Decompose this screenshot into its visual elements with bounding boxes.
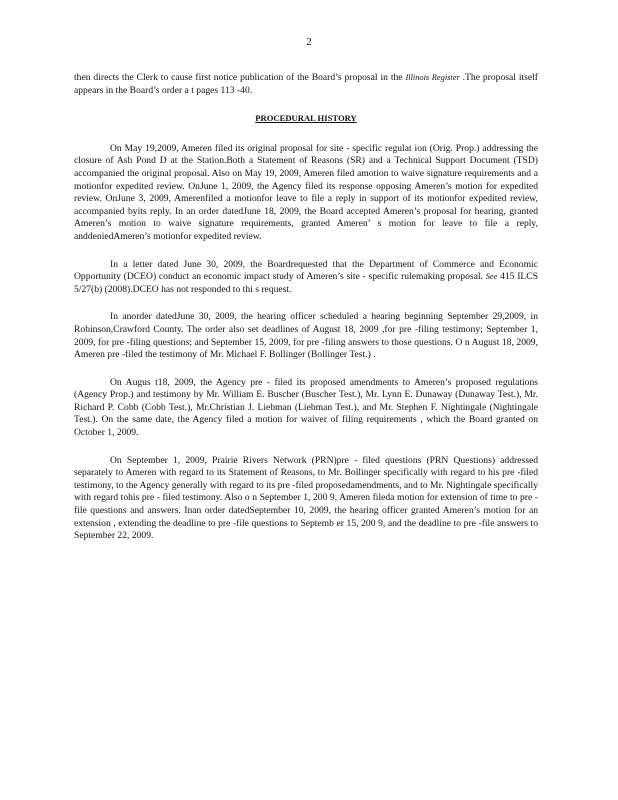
document-body [74, 72, 538, 558]
section-heading [74, 112, 538, 125]
section-heading-text: PROCEDURAL HISTORY [255, 113, 357, 124]
page-number: 2 [306, 36, 312, 48]
paragraph-agency-amendments: On Augus t18, 2009, the Agency pre - filed its proposed amendments to Ameren’s proposed regulations (Agency Prop.) and testimony by Mr. William E. Buscher (Buscher Test.), Mr. Lynn E. Dunaway (Dunaway Test.), Mr. Richard P. Cobb (Cobb Test.), Mr.Christian J. Liebman (Liebman Test.), and Mr. Stephen F. Nightingale (Nightingale Test.). On the same date, the Agency filed a motion for waiver of filing requirements , which the Board granted on October 1, 2009. [74, 376, 538, 439]
intro-text-1: then directs the Clerk to cause first notice publication of the Board’s proposal in the [74, 72, 406, 83]
intro-text-2: .The proposal itself appears in the Board’s order a t pages 113 -40. [74, 72, 538, 96]
paragraph-prn-questions: On September 1, 2009, Prairie Rivers Network (PRN)pre - filed questions (PRN Questions) addressed separately to Ameren with regard to its Statement of Reasons, to Mr. Bollinger specifically with regard to his pre -filed testimony, to the Agency generally with regard to its pre -filed proposedamendments, and to Mr. Nightingale specifically with regard tohis pre - filed testimony. Also o n September 1, 200 9, Ameren fileda motion for extension of time to pre - file questions and answers. Inan order datedSeptember 10, 2009, the hearing officer granted Ameren’s motion for an extension , extending the deadline to pre -file questions to Septemb er 15, 200 9, and the deadline to pre -file answers to September 22, 2009. [74, 454, 538, 542]
intro-paragraph [74, 72, 538, 97]
dceo-text-2: 415 ILCS 5/27(b) (2008).DCEO has not responded to thi s request. [74, 271, 538, 295]
citation-signal: See [485, 272, 498, 282]
paragraph-dceo-request [74, 259, 538, 297]
dceo-text-1: In a letter dated June 30, 2009, the Boardrequested that the Department of Commerce and Economic Opportunity (DCEO) conduct an economic impact study of Ameren’s site - specific rulemaking proposal. [74, 258, 538, 283]
paragraph-original-proposal: On May 19,2009, Ameren filed its original proposal for site - specific regulat ion (Orig. Prop.) addressing the closure of Ash Pond D at the Station.Both a Statement of Reasons (SR) and a Technical Support Document (TSD) accompanied the original proposal. Also on May 19, 2009, Ameren filed amotion to waive signature requirements and a motionfor expedited review. OnJune 1, 2009, the Agency filed its response opposing Ameren’s motion for expedited review. OnJune 3, 2009, Amerenfiled a motionfor leave to file a reply in support of its motionfor expedited review, accompanied byits reply. In an order datedJune 18, 2009, the Board accepted Ameren’s proposal for hearing, granted Ameren’s motion to waive signature requirements, granted Ameren’ s motion for leave to file a reply, anddeniedAmeren’s motionfor expedited review. [74, 142, 538, 242]
paragraph-hearing-schedule: In anorder datedJune 30, 2009, the hearing officer scheduled a hearing beginning September 29,2009, in Robinson,Crawford County. The order also set deadlines of August 18, 2009 ,for pre -filing testimony; September 1, 2009, for pre -filing questions; and September 15, 2009, for pre -filing answers to those questions. O n August 18, 2009, Ameren pre -filed the testimony of Mr. Michael F. Bollinger (Bollinger Test.) . [74, 311, 538, 361]
illinois-register-title: Illinois Register [405, 73, 460, 82]
